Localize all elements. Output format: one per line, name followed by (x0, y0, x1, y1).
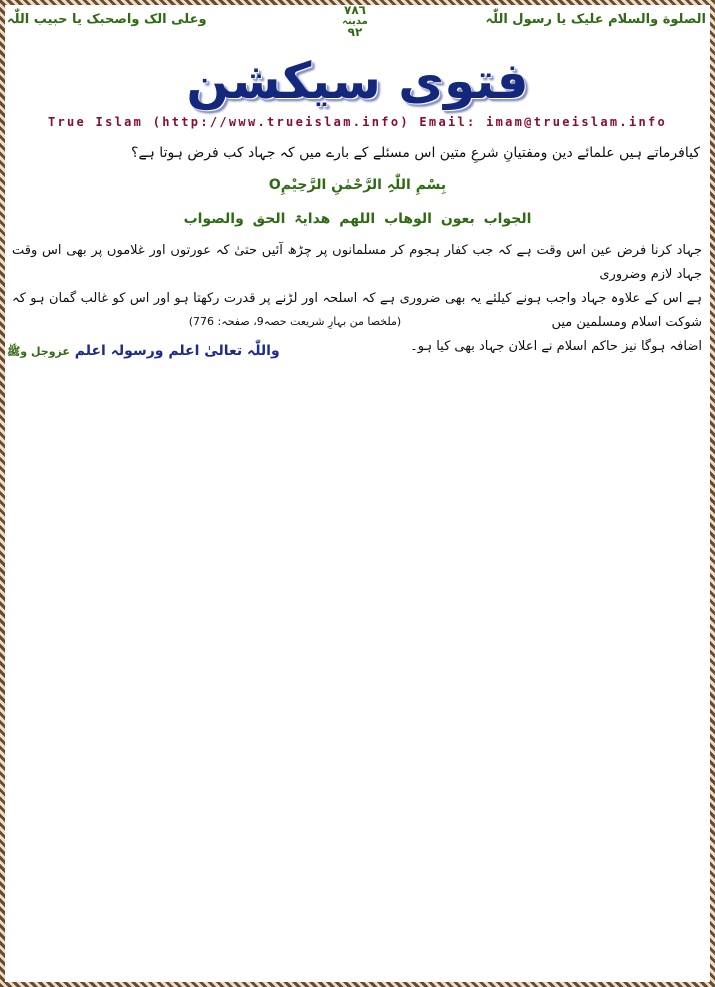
closing-text: واللّٰہ تعالیٰ اعلم ورسولہ اعلم (74, 343, 280, 359)
salutation-right: الصلوة والسلام علیک یا رسول اللّٰہ (485, 12, 706, 27)
fatwa-page (5, 5, 710, 982)
answer-line-1: جہاد کرنا فرض عین اس وقت ہے کہ جب کفار ہجوم کر مسلمانوں پر چڑھ آئیں حتیٰ کہ عورتوں اور غلاموں پر بھی اس وقت جہاد لازم وضروری (12, 243, 702, 282)
reference-citation: (ملخصا من بہارِ شریعت حصہ9، صفحہ: 776) (188, 315, 402, 328)
site-email-line: True Islam (http://www.trueislam.info) Email: imam@trueislam.info (47, 115, 668, 129)
closing-seal: عزوجل وﷺ (7, 345, 70, 358)
year-top: ٧٨٦ (344, 3, 366, 17)
answer-line-3: اضافہ ہوگا نیز حاکم اسلام نے اعلان جہاد بھی کیا ہو۔ (410, 339, 702, 354)
question-text: کیافرماتے ہیں علمائے دین ومفتیانِ شرعِ متین اس مسئلے کے بارے میں کہ جہاد کب فرض ہوتا ہے؟ (131, 145, 700, 161)
answer-heading: الجواب بعون الوھاب اللھم ھدایۃ الحق والصواب (183, 211, 532, 227)
answer-line-2: ہے اس کے علاوہ جہاد واجب ہونے کیلئے یہ بھی ضروری ہے کہ اسلحہ اور لڑنے پر قدرت رکھتا ہو اور اس کو غالب گمان ہو کہ شوکت اسلام ومسلمین میں (12, 291, 702, 330)
year-block (335, 5, 375, 38)
bismillah: بِسْمِ اللّٰہِ الرَّحْمٰنِ الرَّحِیْمِO (268, 177, 447, 193)
salutation-left: وعلی الک واصحبک یا حبیب اللّٰہ (7, 12, 207, 27)
closing-line (7, 343, 280, 361)
year-bottom: ٩٢ (347, 25, 363, 39)
year-mid: مدینہ (342, 16, 368, 27)
page-title: فتوی سیکشن (186, 52, 529, 110)
answer-body (12, 239, 702, 359)
